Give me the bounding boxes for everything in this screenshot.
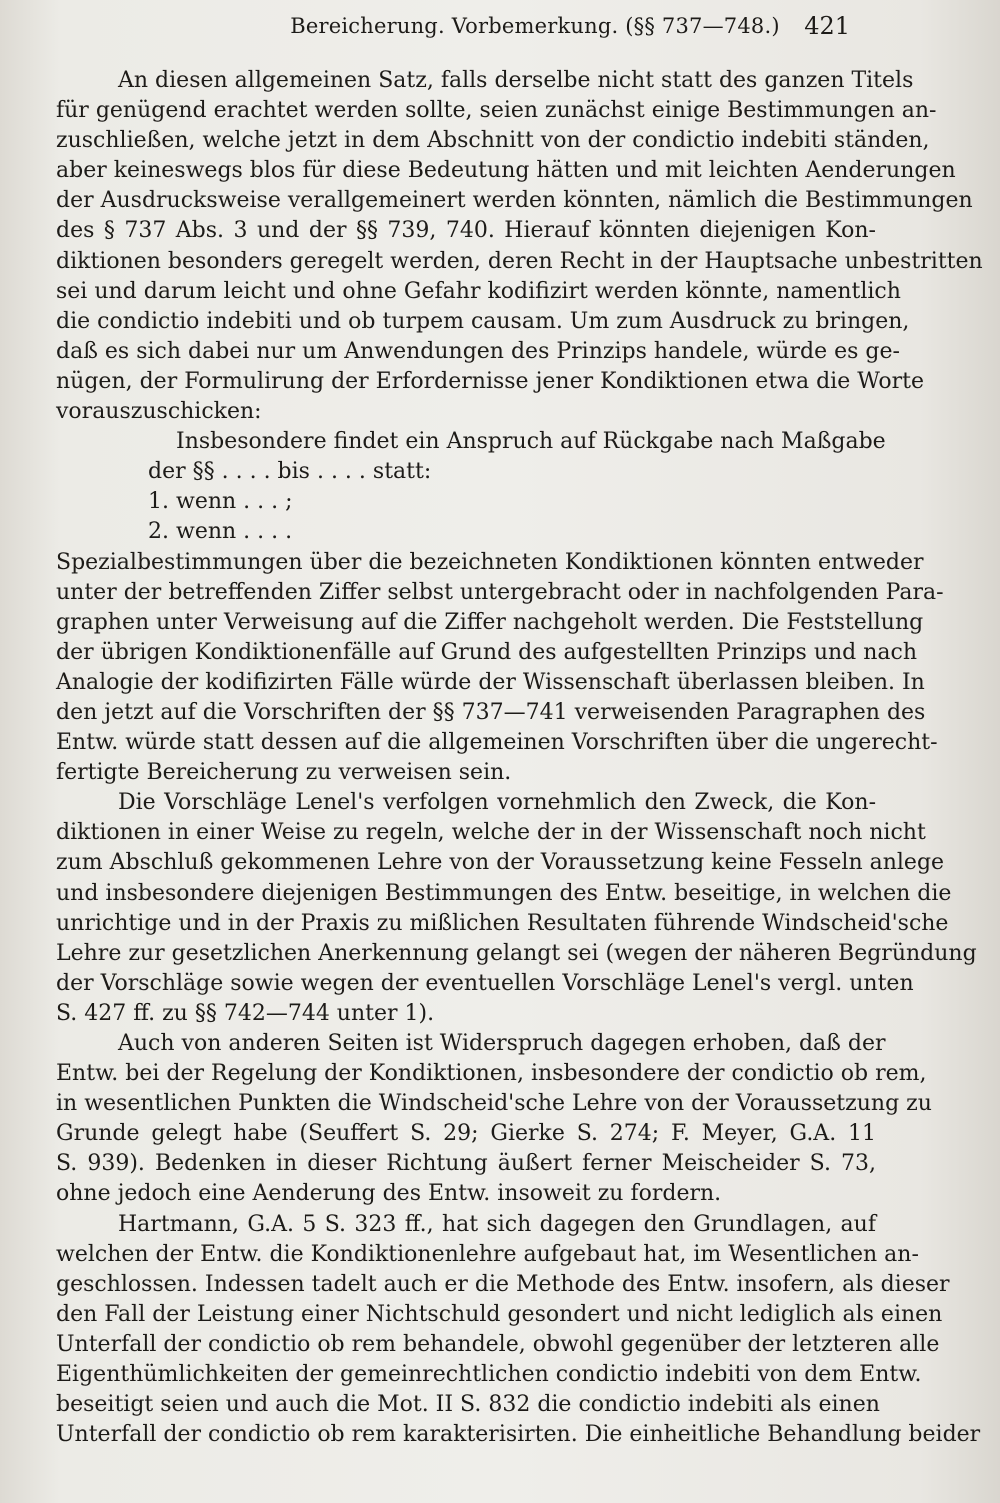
text-line: zum Abschluß gekommenen Lehre von der Voraussetzung keine Fesseln anlege [56, 850, 945, 876]
text-line: in wesentlichen Punkten die Windscheid'sche Lehre von der Voraussetzung zu [56, 1091, 932, 1117]
body-text [56, 66, 983, 1450]
text-line: Auch von anderen Seiten ist Widerspruch dagegen erhoben, daß der [118, 1031, 886, 1056]
quoted-formula-line: der §§ . . . . bis . . . . statt: [148, 459, 432, 485]
page-number: 421 [804, 12, 850, 40]
text-line: vorauszuschicken: [56, 399, 262, 425]
text-line: aber keineswegs blos für diese Bedeutung hätten und mit leichten Aenderungen [56, 158, 956, 184]
text-line: unrichtige und in der Praxis zu mißlichen Resultaten führende Windscheid'sche [56, 910, 949, 936]
text-line: diktionen besonders geregelt werden, deren Recht in der Hauptsache unbestritten [56, 248, 983, 274]
text-line: S. 427 ff. zu §§ 742—744 unter 1). [56, 1000, 435, 1026]
text-line: graphen unter Verweisung auf die Ziffer nachgeholt werden. Die Feststellung [56, 609, 924, 635]
text-line: S. 939). Bedenken in dieser Richtung äußert ferner Meischeider S. 73, [56, 1151, 876, 1177]
text-line: die condictio indebiti und ob turpem causam. Um zum Ausdruck zu bringen, [56, 308, 910, 334]
quoted-formula-line: Insbesondere findet ein Anspruch auf Rückgabe nach Maßgabe [176, 429, 886, 455]
text-line: Die Vorschläge Lenel's verfolgen vornehmlich den Zweck, die Kon- [118, 790, 876, 816]
text-line: sei und darum leicht und ohne Gefahr kodifizirt werden könnte, namentlich [56, 278, 901, 304]
text-line: welchen der Entw. die Kondiktionenlehre aufgebaut hat, im Wesentlichen an- [56, 1241, 919, 1267]
text-line: zuschließen, welche jetzt in dem Abschnitt von der condictio indebiti ständen, [56, 128, 930, 154]
text-line: Hartmann, G.A. 5 S. 323 ff., hat sich dagegen den Grundlagen, auf [118, 1211, 876, 1237]
enumeration-item: 2. wenn . . . . [148, 519, 293, 545]
text-line: Entw. würde statt dessen auf die allgemeinen Vorschriften über die ungerecht- [56, 730, 938, 756]
text-line: geschlossen. Indessen tadelt auch er die Methode des Entw. insofern, als dieser [56, 1271, 950, 1297]
text-line: unter der betreffenden Ziffer selbst untergebracht oder in nachfolgenden Para- [56, 579, 944, 605]
text-line: für genügend erachtet werden sollte, seien zunächst einige Bestimmungen an- [56, 98, 937, 124]
text-line: und insbesondere diejenigen Bestimmungen des Entw. beseitige, in welchen die [56, 880, 952, 906]
text-line: Analogie der kodifizirten Fälle würde der Wissenschaft überlassen bleiben. In [56, 669, 925, 695]
text-line: beseitigt seien und auch die Mot. II S. 832 die condictio indebiti als einen [56, 1392, 880, 1418]
text-line: Unterfall der condictio ob rem behandele, obwohl gegenüber der letzteren alle [56, 1331, 940, 1357]
text-line: Grunde gelegt habe (Seuffert S. 29; Gierke S. 274; F. Meyer, G.A. 11 [56, 1121, 876, 1147]
text-line: der Vorschläge sowie wegen der eventuellen Vorschläge Lenel's vergl. unten [56, 970, 914, 996]
text-line: nügen, der Formulirung der Erfordernisse jener Kondiktionen etwa die Worte [56, 368, 924, 394]
text-line: den jetzt auf die Vorschriften der §§ 737—741 verweisenden Paragraphen des [56, 699, 926, 725]
text-line: fertigte Bereicherung zu verweisen sein. [56, 760, 512, 786]
text-line: ohne jedoch eine Aenderung des Entw. insoweit zu fordern. [56, 1181, 722, 1207]
enumeration-item: 1. wenn . . . ; [148, 489, 293, 515]
text-line: der übrigen Kondiktionenfälle auf Grund des aufgestellten Prinzips und nach [56, 639, 918, 665]
text-line: der Ausdrucksweise verallgemeinert werden könnten, nämlich die Bestimmungen [56, 188, 973, 214]
text-line: Unterfall der condictio ob rem karakterisirten. Die einheitliche Behandlung beider [56, 1422, 981, 1448]
text-line: diktionen in einer Weise zu regeln, welche der in der Wissenschaft noch nicht [56, 820, 926, 846]
text-line: Entw. bei der Regelung der Kondiktionen, insbesondere der condictio ob rem, [56, 1061, 927, 1087]
text-line: des § 737 Abs. 3 und der §§ 739, 740. Hierauf könnten diejenigen Kon- [56, 218, 876, 244]
text-line: Lehre zur gesetzlichen Anerkennung gelangt sei (wegen der näheren Begründung [56, 940, 977, 966]
running-header: Bereicherung. Vorbemerkung. (§§ 737—748.) [290, 14, 780, 38]
text-line: Spezialbestimmungen über die bezeichneten Kondiktionen könnten entweder [56, 549, 924, 575]
text-line: Eigenthümlichkeiten der gemeinrechtlichen condictio indebiti von dem Entw. [56, 1362, 922, 1388]
text-line: den Fall der Leistung einer Nichtschuld gesondert und nicht lediglich als einen [56, 1301, 943, 1327]
text-line: daß es sich dabei nur um Anwendungen des Prinzips handele, würde es ge- [56, 338, 900, 364]
text-line: An diesen allgemeinen Satz, falls derselbe nicht statt des ganzen Titels [118, 68, 914, 93]
